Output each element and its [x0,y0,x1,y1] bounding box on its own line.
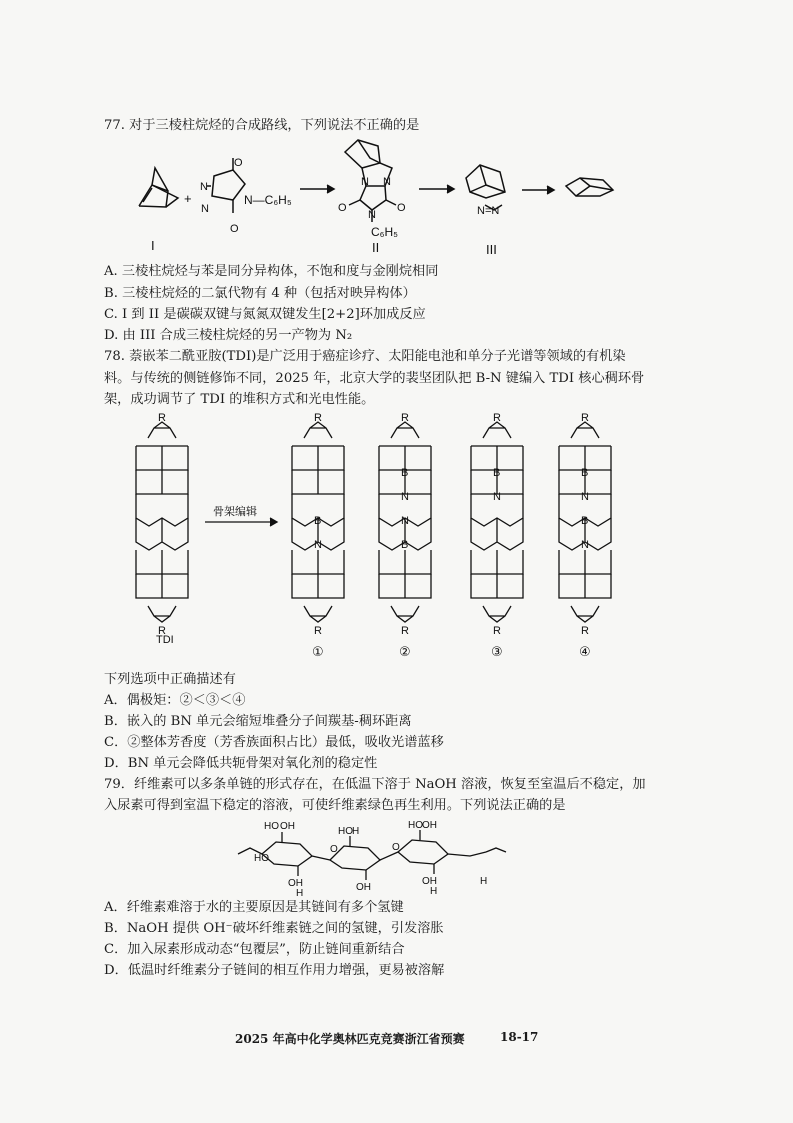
svg-text:O: O [230,223,239,235]
svg-text:R: R [158,625,166,637]
svg-text:R: R [314,625,322,637]
svg-text:HO: HO [408,820,423,831]
svg-text:R: R [493,412,501,424]
q77-phenyl-group-label: N—C₆H₅ [244,193,292,207]
svg-text:R: R [158,412,166,424]
svg-text:B: B [401,539,409,551]
q79-option-d: D．低温时纤维素分子链间的相互作用力增强，更易被溶解 [104,963,445,978]
footer-title: 2025 年高中化学奥林匹克竞赛浙江省预赛 [235,1032,465,1046]
svg-text:N: N [581,539,589,551]
svg-text:O: O [234,157,243,169]
svg-text:OH: OH [288,878,303,889]
q77-option-b: B. 三棱柱烷烃的二氯代物有 4 种（包括对映异构体） [104,286,416,301]
q78-option-b: B．嵌入的 BN 单元会缩短堆叠分子间羰基-稠环距离 [104,714,412,729]
svg-text:N: N [493,491,501,503]
svg-text:O: O [338,202,347,214]
svg-text:OH: OH [280,821,295,832]
compound-4-label: ④ [579,644,591,659]
tdi-label: TDI [156,634,174,646]
compound-I-label: I [151,238,155,253]
svg-text:H: H [352,826,360,837]
svg-text:OH: OH [422,876,437,887]
compound-II-label: II [372,240,380,255]
svg-text:HO: HO [338,826,353,837]
svg-text:N: N [401,515,409,527]
svg-text:N: N [361,176,369,188]
svg-text:HO: HO [264,821,279,832]
q78-option-a: A．偶极矩：②＜③＜④ [104,693,246,708]
svg-text:N=N: N=N [477,205,500,217]
q79-option-c: C．加入尿素形成动态“包覆层”，防止链间重新结合 [104,942,405,957]
q79-stem-line-2: 入尿素可得到室温下稳定的溶液，可使纤维素绿色再生利用。下列说法正确的是 [104,798,566,813]
svg-text:N: N [581,491,589,503]
footer-page-number: 18-17 [500,1030,539,1044]
q78-stem-line-2: 料。与传统的侧链修饰不同，2025 年，北京大学的裴坚团队把 B-N 键编入 TDI 核心稠环骨 [104,371,645,386]
q79-stem-line-1: 79．纤维素可以多条单链的形式存在，在低温下溶于 NaOH 溶液，恢复至室温后不稳定，加 [104,777,646,792]
q79-option-b: B．NaOH 提供 OH⁻破坏纤维素链之间的氢键，引发溶胀 [104,921,444,936]
svg-text:OH: OH [356,882,371,893]
svg-text:B: B [581,467,589,479]
q77-option-a: A. 三棱柱烷烃与苯是同分异构体，不饱和度与金刚烷相同 [104,264,439,279]
svg-text:H: H [296,888,304,899]
q77-stem: 77. 对于三棱柱烷烃的合成路线，下列说法不正确的是 [104,118,420,133]
svg-text:N: N [401,491,409,503]
svg-text:HO: HO [254,853,269,864]
svg-text:R: R [314,412,322,424]
svg-text:B: B [314,515,322,527]
svg-text:B: B [581,515,589,527]
svg-text:N: N [201,203,209,215]
svg-text:H: H [480,876,488,887]
q77-option-d: D. 由 III 合成三棱柱烷烃的另一产物为 N₂ [104,328,353,343]
q78-option-c: C．②整体芳香度（芳香族面积占比）最低，吸收光谱蓝移 [104,735,444,750]
compound-III-label: III [486,242,497,257]
svg-text:O: O [330,844,338,855]
q79-option-a: A．纤维素难溶于水的主要原因是其链间有多个氢键 [104,900,404,915]
compound-3-label: ③ [491,644,503,659]
skeleton-editing-label: 骨架编辑 [213,506,257,518]
svg-text:OH: OH [422,820,437,831]
svg-text:R: R [581,625,589,637]
svg-text:O: O [397,202,406,214]
q78-stem-line-1: 78. 萘嵌苯二酰亚胺(TDI)是广泛用于癌症诊疗、太阳能电池和单分子光谱等领域的有机染 [104,349,626,364]
q78-intro: 下列选项中正确描述有 [104,672,236,687]
compound-1-label: ① [312,644,324,659]
svg-text:R: R [401,625,409,637]
svg-text:B: B [401,467,409,479]
q78-option-d: D．BN 单元会降低共轭骨架对氧化剂的稳定性 [104,756,378,771]
svg-text:N: N [368,209,376,221]
svg-text:R: R [401,412,409,424]
svg-text:R: R [581,412,589,424]
svg-text:B: B [493,467,501,479]
svg-text:N: N [314,539,322,551]
q77-phenyl-label-2: C₆H₅ [371,225,399,239]
svg-text:O: O [392,842,400,853]
plus-sign: + [184,191,192,206]
svg-text:H: H [430,886,438,897]
q77-option-c: C. I 到 II 是碳碳双键与氮氮双键发生[2+2]环加成反应 [104,307,426,322]
svg-text:R: R [493,625,501,637]
q78-stem-line-3: 架，成功调节了 TDI 的堆积方式和光电性能。 [104,392,375,407]
svg-text:N: N [200,181,208,193]
svg-text:N: N [383,176,391,188]
compound-2-label: ② [399,644,411,659]
